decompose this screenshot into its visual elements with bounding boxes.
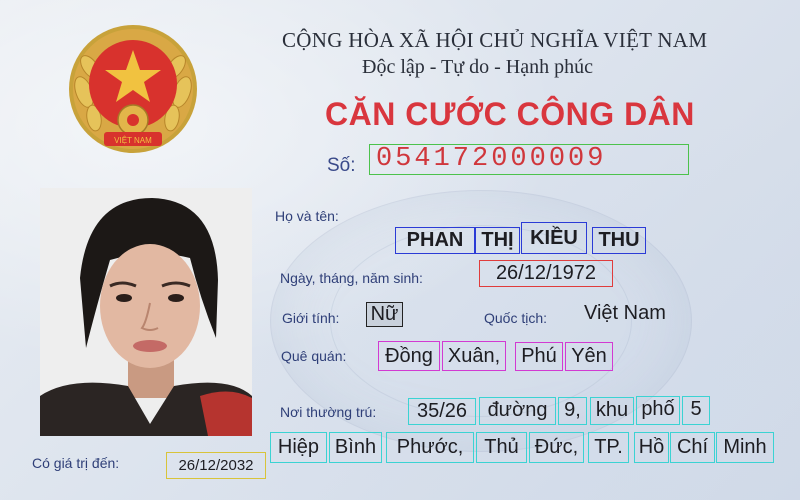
id-number-label: Số: [327,155,356,176]
origin-word: Yên [565,342,613,371]
id-number-value: 054172000009 [369,144,689,175]
origin-word: Đồng [378,341,440,371]
emblem-text: VIỆT NAM [114,136,152,145]
residence-word: Đức, [529,432,584,463]
residence-word: Minh [716,432,774,463]
header-country-name: CỘNG HÒA XÃ HỘI CHỦ NGHĨA VIỆT NAM [282,28,708,52]
nationality-label: Quốc tịch: [484,310,548,326]
residence-word: 9, [558,397,587,425]
sex-value: Nữ [366,302,403,327]
residence-label: Nơi thường trú: [280,404,377,420]
name-word: PHAN [395,227,475,254]
residence-word: phố [636,396,680,425]
expiry-label: Có giá trị đến: [32,455,120,471]
residence-word: Hồ [634,432,669,463]
name-word: THỊ [475,227,520,254]
document-title: CĂN CƯỚC CÔNG DÂN [325,96,695,132]
portrait-photo [40,188,252,436]
residence-word: Bình [329,432,382,463]
dob-label: Ngày, tháng, năm sinh: [280,270,423,286]
residence-word: Chí [670,432,715,463]
origin-word: Phú [515,342,563,371]
dob-value: 26/12/1972 [479,260,613,287]
residence-word: 35/26 [408,398,476,425]
name-word: THU [592,227,646,254]
name-word: KIỀU [521,222,587,254]
sex-label: Giới tính: [282,310,340,326]
header-motto: Độc lập - Tự do - Hạnh phúc [362,56,593,78]
residence-word: khu [590,397,634,425]
national-emblem-icon [66,22,200,156]
residence-word: Thủ [476,432,527,463]
residence-word: TP. [588,432,629,463]
name-label: Họ và tên: [275,208,339,224]
nationality-value: Việt Nam [584,302,666,324]
residence-word: 5 [682,396,710,425]
residence-word: Hiệp [270,432,327,463]
expiry-value: 26/12/2032 [166,452,266,479]
origin-label: Quê quán: [281,348,347,364]
origin-word: Xuân, [442,341,506,371]
residence-word: đường [479,397,556,425]
residence-word: Phước, [386,432,474,463]
